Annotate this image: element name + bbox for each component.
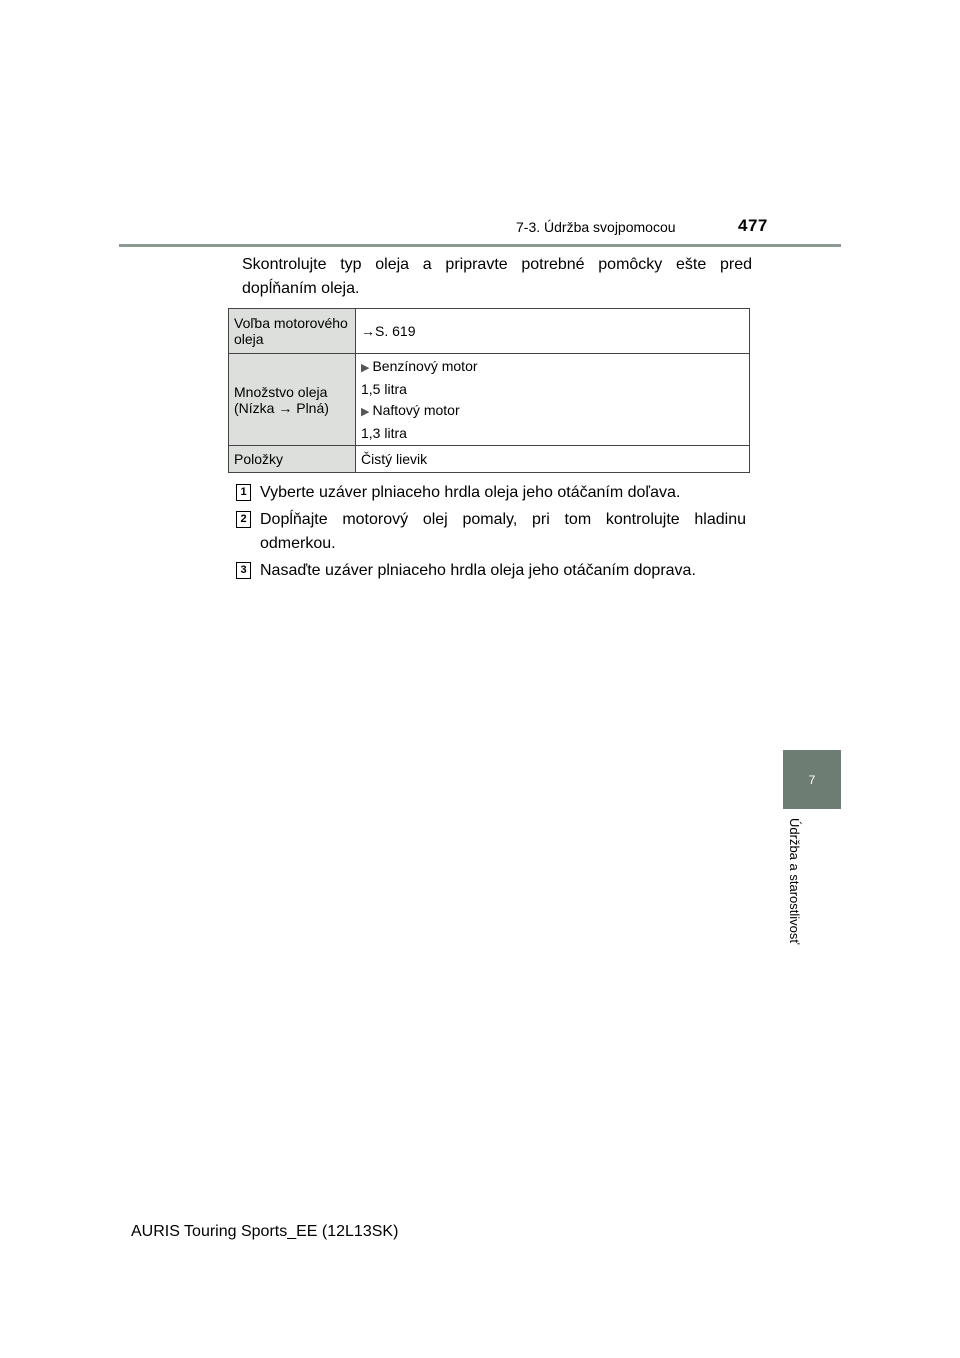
- step-text: Vyberte uzáver plniaceho hrdla oleja jeho otáčaním doľava.: [260, 484, 681, 501]
- table-row: [229, 446, 750, 473]
- table-row: [229, 309, 750, 354]
- oil-spec-table: [228, 308, 750, 473]
- step-text: Nasaďte uzáver plniaceho hrdla oleja jeho otáčaním doprava.: [260, 562, 696, 579]
- step-text: Dopĺňajte motorový olej pomaly, pri tom kontrolujte hladinu odmerkou.: [260, 511, 746, 552]
- triangle-bullet-icon: ▶: [361, 406, 370, 418]
- chapter-tab-label: Údržba a starostlivosť: [787, 818, 802, 945]
- intro-paragraph: Skontrolujte typ oleja a pripravte potrebné pomôcky ešte pred dopĺňaním oleja.: [242, 256, 752, 297]
- list-item: [236, 559, 746, 583]
- header-divider: [119, 244, 841, 247]
- step-list: [236, 481, 746, 586]
- table-key-cell: Množstvo oleja (Nízka → Plná): [229, 354, 356, 446]
- table-value-cell: →S. 619: [356, 309, 750, 354]
- table-value-cell: [356, 354, 750, 446]
- list-item: [236, 508, 746, 556]
- diesel-engine-label: ▶ Naftový motor: [361, 401, 744, 421]
- chapter-tab: 7: [783, 750, 841, 809]
- list-item: [236, 481, 746, 505]
- table-row: [229, 354, 750, 446]
- step-number-badge: 2: [236, 511, 251, 528]
- step-number-badge: 1: [236, 484, 251, 501]
- table-key-cell: Voľba motorového oleja: [229, 309, 356, 354]
- triangle-bullet-icon: ▶: [361, 362, 370, 374]
- table-key-cell: Položky: [229, 446, 356, 473]
- section-title: 7-3. Údržba svojpomocou: [516, 219, 676, 235]
- diesel-engine-value: 1,3 litra: [361, 425, 407, 441]
- page-number: 477: [738, 216, 768, 235]
- step-number-badge: 3: [236, 562, 251, 579]
- petrol-engine-value: 1,5 litra: [361, 381, 407, 397]
- table-value-cell: Čistý lievik: [356, 446, 750, 473]
- footer-model-code: AURIS Touring Sports_EE (12L13SK): [131, 1223, 399, 1240]
- petrol-engine-label: ▶ Benzínový motor: [361, 357, 744, 377]
